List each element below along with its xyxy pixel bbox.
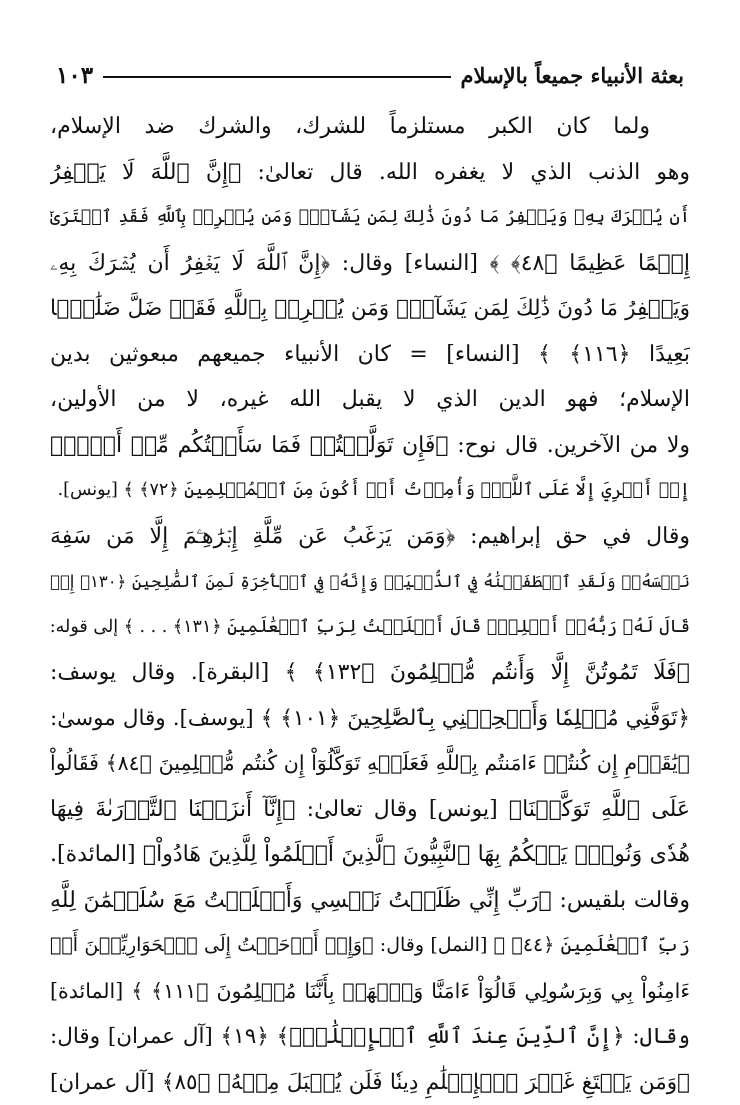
text-line: رَبِّ ٱلۡعَٰلَمِينَ ﴿٤٤﴾ ﴾ [النمل] وقال: ﴿وَإِذۡ أَوۡحَيۡتُ إِلَى ٱلۡحَوَارِيِّـۧنَ أَنۡ [50, 923, 690, 969]
text-line: وقال: ﴿إِنَّ ٱلدِّينَ عِندَ ٱللَّهِ ٱلۡإِسۡلَٰمُۗ﴾ ﴿١٩﴾ [آل عمران] وقال: [50, 1014, 690, 1060]
text-line: ولما كان الكبر مستلزماً للشرك، والشرك ضد الإسلام، [50, 104, 690, 150]
text-line: ولا من الآخرين. قال نوح: ﴿فَإِن تَوَلَّيۡتُمۡ فَمَا سَأَلۡتُكُم مِّنۡ أَجۡرٍۖ [50, 423, 690, 469]
text-line: بَعِيدًا ﴿١١٦﴾ ﴾ [النساء] = كان الأنبياء جميعهم مبعوثين بدين [50, 332, 690, 378]
text-line: هُدٗى وَنُورٞۚ يَحۡكُمُ بِهَا ٱلنَّبِيُّونَ ٱلَّذِينَ أَسۡلَمُواْ لِلَّذِينَ هَادُواْ﴾ [المائدة]. [50, 832, 690, 878]
page-number: ١٠٣ [56, 62, 93, 89]
text-line: قَالَ لَهُۥ رَبُّهُۥٓ أَسۡلِمۡۖ قَالَ أَسۡلَمۡتُ لِرَبِّ ٱلۡعَٰلَمِينَ ﴿١٣١﴾ . . . ﴾ إلى قوله: [50, 605, 690, 651]
text-line: ءَامِنُواْ بِي وَبِرَسُولِي قَالُوٓاْ ءَامَنَّا وَٱشۡهَدۡ بِأَنَّنَا مُسۡلِمُونَ ﴿١١١﴾ ﴾ [المائدة] [50, 969, 690, 1015]
text-line: ﴿تَوَفَّنِي مُسۡلِمٗا وَأَلۡحِقۡنِي بِٱلصَّٰلِحِينَ ﴿١٠١﴾ ﴾ [يوسف]. وقال موسىٰ: [50, 696, 690, 742]
page-header [56, 58, 684, 92]
text-line: عَلَى ٱللَّهِ تَوَكَّلۡنَا﴾ [يونس] وقال تعالىٰ: ﴿إِنَّآ أَنزَلۡنَا ٱلتَّوۡرَىٰةَ فِيهَا [50, 787, 690, 833]
text-line: وهو الذنب الذي لا يغفره الله. قال تعالىٰ: ﴿إِنَّ ٱللَّهَ لَا يَغۡفِرُ [50, 150, 690, 196]
text-line: ﴿وَمَن يَبۡتَغِ غَيۡرَ ٱلۡإِسۡلَٰمِ دِينٗا فَلَن يُقۡبَلَ مِنۡهُ﴾ ﴿٨٥﴾ [آل عمران] [50, 1060, 690, 1105]
text-line: إِنۡ أَجۡرِيَ إِلَّا عَلَى ٱللَّهِۖ وَأُمِرۡتُ أَنۡ أَكُونَ مِنَ ٱلۡمُسۡلِمِينَ ﴿٧٢﴾ ﴾ [يونس]. [50, 468, 690, 514]
text-line: إِثۡمًا عَظِيمًا ﴿٤٨﴾ ﴾ [النساء] وقال: ﴿إِنَّ ٱللَّهَ لَا يَغۡفِرُ أَن يُشۡرَكَ بِهِۦ [50, 241, 690, 287]
text-line: ﴿يَٰقَوۡمِ إِن كُنتُمۡ ءَامَنتُم بِٱللَّهِ فَعَلَيۡهِ تَوَكَّلُوٓاْ إِن كُنتُم مُّسۡلِمِينَ ﴿٨٤﴾ فَقَالُواْ [50, 741, 690, 787]
text-line: الإسلام؛ فهو الدين الذي لا يقبل الله غيره، لا من الأولين، [50, 377, 690, 423]
running-title: بعثة الأنبياء جميعاً بالإسلام [461, 63, 684, 88]
text-line: نَفۡسَهُۥۚ وَلَقَدِ ٱصۡطَفَيۡنَٰهُ فِي ٱلدُّنۡيَاۖ وَإِنَّهُۥ فِي ٱلۡأٓخِرَةِ لَمِنَ ٱلصَّٰلِحِينَ ﴿١٣٠﴾ إِذۡ [50, 559, 690, 605]
text-line: وقالت بلقيس: ﴿رَبِّ إِنِّي ظَلَمۡتُ نَفۡسِي وَأَسۡلَمۡتُ مَعَ سُلَيۡمَٰنَ لِلَّهِ [50, 878, 690, 924]
header-rule [103, 76, 450, 78]
text-line: ﴿فَلَا تَمُوتُنَّ إِلَّا وَأَنتُم مُّسۡلِمُونَ ﴿١٣٢﴾ ﴾ [البقرة]. وقال يوسف: [50, 650, 690, 696]
text-line: وَيَغۡفِرُ مَا دُونَ ذَٰلِكَ لِمَن يَشَآءُۚ وَمَن يُشۡرِكۡ بِٱللَّهِ فَقَدۡ ضَلَّ ضَلَٰلَۢا [50, 286, 690, 332]
text-line: أَن يُشۡرَكَ بِهِۦ وَيَغۡفِرُ مَا دُونَ ذَٰلِكَ لِمَن يَشَآءُۚ وَمَن يُشۡرِكۡ بِٱللَّهِ فَقَدِ ٱفۡتَرَىٰٓ [50, 195, 690, 241]
page-body [50, 104, 690, 1105]
text-line: وقال في حق إبراهيم: ﴿وَمَن يَرۡغَبُ عَن مِّلَّةِ إِبۡرَٰهِـۧمَ إِلَّا مَن سَفِهَ [50, 514, 690, 560]
